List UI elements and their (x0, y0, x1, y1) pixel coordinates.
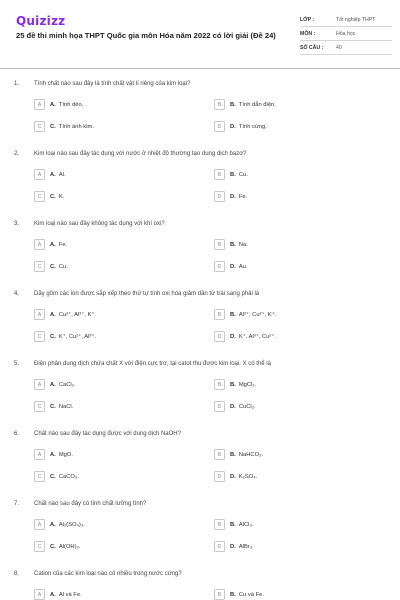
option-letter-box: A (34, 589, 45, 600)
answer-option-a[interactable] (34, 448, 184, 461)
option-text: Al(OH)₃. (58, 543, 81, 550)
answer-option-c[interactable] (34, 540, 184, 553)
answer-option-a[interactable] (34, 378, 184, 391)
option-letter-box: B (214, 519, 225, 530)
meta-label: MÔN : (300, 30, 316, 37)
answer-option-c[interactable] (34, 260, 184, 273)
option-text: Al₂(SO₄)₃. (58, 521, 85, 528)
worksheet-header (0, 0, 400, 68)
question-item (0, 76, 400, 146)
option-letter-box: A (34, 309, 45, 320)
meta-label: LỚP : (300, 16, 315, 23)
option-text: Cu. (238, 171, 248, 178)
option-letter: C. (50, 123, 56, 130)
question-text: Chất nào sau đây tác dụng được với dung dịch NaOH? (34, 431, 181, 437)
option-letter-box: D (214, 121, 225, 132)
option-letter: B. (230, 591, 236, 598)
answer-option-b[interactable] (214, 518, 364, 531)
answer-option-b[interactable] (214, 238, 364, 251)
question-number: 6. (14, 431, 20, 437)
option-text: Cu²⁺, Al³⁺, K⁺. (58, 311, 97, 318)
option-text: CaCO₃. (58, 473, 79, 480)
meta-value: 40 (336, 44, 342, 51)
option-text: Al³⁺, Cu²⁺, K⁺. (238, 311, 277, 318)
answer-option-c[interactable] (34, 400, 184, 413)
option-letter: D. (230, 263, 236, 270)
option-letter: D. (230, 123, 236, 130)
option-text: MgCl₂. (238, 381, 257, 388)
answer-option-a[interactable] (34, 168, 184, 181)
option-text: Al. (58, 171, 66, 178)
question-number: 5. (14, 361, 20, 367)
option-letter: B. (230, 241, 236, 248)
question-item (0, 146, 400, 216)
question-item (0, 566, 400, 600)
option-letter-box: C (34, 331, 45, 342)
answer-option-c[interactable] (34, 120, 184, 133)
answer-option-d[interactable] (214, 540, 364, 553)
option-letter: A. (50, 101, 56, 108)
option-letter-box: B (214, 169, 225, 180)
worksheet-title: 25 đề thi minh họa THPT Quốc gia môn Hóa năm 2022 có lời giải (Đề 24) (16, 31, 276, 40)
question-number: 7. (14, 501, 20, 507)
meta-class-row (300, 13, 392, 27)
question-item (0, 426, 400, 496)
option-text: Tính ánh kim. (58, 123, 94, 130)
option-text: Au. (238, 263, 248, 270)
option-letter: B. (230, 311, 236, 318)
option-letter-box: A (34, 99, 45, 110)
meta-count-row (300, 41, 392, 55)
option-letter: A. (50, 451, 56, 458)
question-text: Điện phân dung dịch chứa chất X với điện cực trơ, tại catot thu được kim loại. X có thể là (34, 361, 271, 367)
option-letter: B. (230, 521, 236, 528)
question-item (0, 356, 400, 426)
option-letter-box: D (214, 191, 225, 202)
option-letter: C. (50, 473, 56, 480)
meta-value: Hóa học (336, 30, 356, 37)
option-letter-box: C (34, 401, 45, 412)
option-text: Cu và Fe. (238, 591, 264, 598)
question-number: 4. (14, 291, 20, 297)
meta-label: SỐ CÂU : (300, 44, 324, 51)
option-text: Fe. (58, 241, 68, 248)
option-letter: B. (230, 101, 236, 108)
option-letter-box: A (34, 379, 45, 390)
answer-option-c[interactable] (34, 330, 184, 343)
option-text: Fe. (238, 193, 248, 200)
option-text: NaCl. (58, 403, 74, 410)
header-divider (0, 68, 400, 69)
option-text: K. (58, 193, 65, 200)
option-text: AlCl₃. (238, 521, 254, 528)
option-letter-box: B (214, 379, 225, 390)
option-letter: D. (230, 473, 236, 480)
option-letter: C. (50, 543, 56, 550)
question-number: 1. (14, 81, 20, 87)
option-text: K⁺, Al³⁺, Cu²⁺. (238, 333, 277, 340)
question-item (0, 286, 400, 356)
option-letter: D. (230, 193, 236, 200)
option-letter: C. (50, 263, 56, 270)
question-text: Kim loại nào sau đây tác dụng với nước ở nhiệt độ thường tạo dung dịch bazơ? (34, 151, 247, 157)
question-list (0, 76, 400, 600)
option-letter: A. (50, 311, 56, 318)
answer-option-c[interactable] (34, 190, 184, 203)
option-letter-box: D (214, 401, 225, 412)
answer-option-a[interactable] (34, 518, 184, 531)
option-letter-box: D (214, 471, 225, 482)
question-text: Kim loại nào sau đây không tác dụng với khí oxi? (34, 221, 165, 227)
option-letter: D. (230, 403, 236, 410)
option-letter: B. (230, 171, 236, 178)
answer-option-d[interactable] (214, 470, 364, 483)
option-text: Na. (238, 241, 248, 248)
answer-option-a[interactable] (34, 98, 184, 111)
question-text: Chất nào sau đây có tính chất lưỡng tính? (34, 501, 147, 507)
answer-option-d[interactable] (214, 400, 364, 413)
answer-option-b[interactable] (214, 98, 364, 111)
option-letter: B. (230, 381, 236, 388)
question-text: Dãy gồm các ion được sắp xếp theo thứ tự tính oxi hóa giảm dần từ trái sang phải là (34, 291, 260, 297)
option-letter: B. (230, 451, 236, 458)
option-text: AlBr₃. (238, 543, 254, 550)
option-letter: A. (50, 241, 56, 248)
option-letter-box: D (214, 541, 225, 552)
option-letter-box: C (34, 471, 45, 482)
option-text: K₂SO₄. (238, 473, 258, 480)
question-number: 2. (14, 151, 20, 157)
option-text: Al và Fe. (58, 591, 82, 598)
option-text: Tính dẻo. (58, 101, 84, 108)
option-letter-box: C (34, 261, 45, 272)
answer-option-d[interactable] (214, 120, 364, 133)
option-letter: A. (50, 591, 56, 598)
option-text: CaCl₂. (58, 381, 76, 388)
option-letter-box: A (34, 239, 45, 250)
option-text: CuCl₂. (238, 403, 256, 410)
option-letter: A. (50, 381, 56, 388)
meta-value: Tốt nghiệp THPT (336, 16, 376, 23)
option-letter: C. (50, 333, 56, 340)
quizizz-logo: Quizizz (16, 14, 66, 28)
question-number: 8. (14, 571, 20, 577)
option-letter-box: C (34, 121, 45, 132)
answer-option-c[interactable] (34, 470, 184, 483)
answer-option-b[interactable] (214, 308, 364, 321)
option-letter-box: B (214, 239, 225, 250)
answer-option-b[interactable] (214, 448, 364, 461)
option-text: Tính cứng. (238, 123, 267, 130)
option-text: Cu. (58, 263, 68, 270)
option-letter-box: B (214, 589, 225, 600)
answer-option-a[interactable] (34, 238, 184, 251)
option-text: Tính dẫn điện. (238, 101, 276, 108)
option-letter-box: B (214, 449, 225, 460)
option-letter-box: A (34, 519, 45, 530)
question-text: Tính chất nào sau đây là tính chất vật lí riêng của kim loại? (34, 81, 191, 87)
answer-option-b[interactable] (214, 588, 364, 600)
option-letter: D. (230, 333, 236, 340)
answer-option-d[interactable] (214, 260, 364, 273)
question-text: Cation của các kim loại nào có nhiều trong nước cứng? (34, 571, 182, 577)
option-letter-box: D (214, 331, 225, 342)
answer-option-b[interactable] (214, 378, 364, 391)
answer-option-d[interactable] (214, 330, 364, 343)
option-letter: A. (50, 171, 56, 178)
option-letter: D. (230, 543, 236, 550)
option-text: K⁺, Cu²⁺, Al³⁺. (58, 333, 97, 340)
option-letter-box: D (214, 261, 225, 272)
option-letter-box: C (34, 541, 45, 552)
answer-option-b[interactable] (214, 168, 364, 181)
option-letter-box: A (34, 449, 45, 460)
option-letter: C. (50, 193, 56, 200)
answer-option-d[interactable] (214, 190, 364, 203)
question-item (0, 216, 400, 286)
option-letter-box: B (214, 99, 225, 110)
option-text: MgO. (58, 451, 73, 458)
answer-option-a[interactable] (34, 588, 184, 600)
option-letter-box: A (34, 169, 45, 180)
question-item (0, 496, 400, 566)
question-number: 3. (14, 221, 20, 227)
option-letter-box: B (214, 309, 225, 320)
option-letter: A. (50, 521, 56, 528)
worksheet-meta (300, 13, 392, 55)
meta-subject-row (300, 27, 392, 41)
answer-option-a[interactable] (34, 308, 184, 321)
option-letter-box: C (34, 191, 45, 202)
option-text: NaHCO₃. (238, 451, 264, 458)
option-letter: C. (50, 403, 56, 410)
